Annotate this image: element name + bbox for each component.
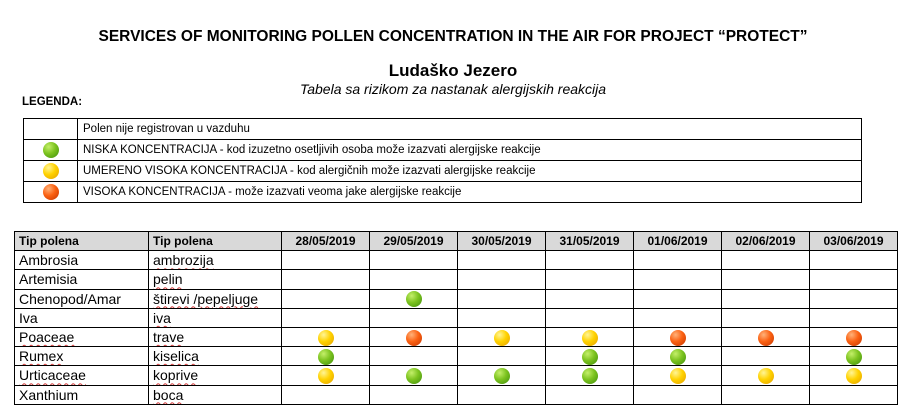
concentration-cell (370, 308, 458, 327)
table-row (15, 327, 898, 346)
header-date: 29/05/2019 (370, 232, 458, 251)
legend-table (23, 118, 862, 203)
pollen-latin-name: Poaceae (15, 327, 149, 346)
pollen-local-name: štirevi /pepeljuge (149, 289, 282, 308)
concentration-cell (722, 270, 810, 289)
yellow-dot-icon (758, 368, 774, 384)
pollen-local-name: koprive (149, 366, 282, 385)
header-latin-name: Tip polena (15, 232, 149, 251)
orange-dot-icon (406, 330, 422, 346)
concentration-cell (634, 308, 722, 327)
concentration-cell (810, 270, 898, 289)
legend-label: LEGENDA: (22, 96, 83, 108)
concentration-cell (546, 347, 634, 366)
concentration-cell (458, 289, 546, 308)
concentration-cell (634, 270, 722, 289)
pollen-latin-name: Ambrosia (15, 251, 149, 270)
concentration-cell (370, 366, 458, 385)
concentration-cell (634, 327, 722, 346)
concentration-cell (634, 385, 722, 404)
table-row (15, 270, 898, 289)
pollen-latin-name: Rumex (15, 347, 149, 366)
concentration-cell (546, 270, 634, 289)
orange-dot-icon (846, 330, 862, 346)
green-dot-icon (582, 349, 598, 365)
orange-dot-icon (758, 330, 774, 346)
concentration-cell (810, 347, 898, 366)
green-dot-icon (494, 368, 510, 384)
green-dot-icon (582, 368, 598, 384)
legend-text: NISKA KONCENTRACIJA - kod izuzetno osetljivih osoba može izazvati alergijske reakcije (78, 140, 862, 161)
concentration-cell (370, 347, 458, 366)
yellow-dot-icon (43, 163, 59, 179)
concentration-cell (282, 385, 370, 404)
concentration-cell (546, 251, 634, 270)
concentration-cell (370, 327, 458, 346)
location-title: Ludaško Jezero (388, 61, 518, 80)
pollen-table-header (15, 232, 898, 251)
legend-indicator-none (24, 119, 78, 140)
pollen-local-name: boca (149, 385, 282, 404)
green-dot-icon (670, 349, 686, 365)
table-caption: Tabela sa rizikom za nastanak alergijskih reakcija (299, 81, 607, 97)
pollen-table (14, 231, 898, 405)
concentration-cell (370, 270, 458, 289)
concentration-cell (546, 385, 634, 404)
concentration-cell (282, 347, 370, 366)
concentration-cell (722, 327, 810, 346)
pollen-local-name: kiselica (149, 347, 282, 366)
concentration-cell (458, 347, 546, 366)
header-date: 30/05/2019 (458, 232, 546, 251)
table-row (15, 308, 898, 327)
green-dot-icon (318, 349, 334, 365)
concentration-cell (722, 347, 810, 366)
header-date: 02/06/2019 (722, 232, 810, 251)
orange-dot-icon (43, 184, 59, 200)
concentration-cell (634, 366, 722, 385)
concentration-cell (282, 308, 370, 327)
legend-row (24, 182, 862, 203)
yellow-dot-icon (318, 368, 334, 384)
concentration-cell (458, 270, 546, 289)
concentration-cell (722, 289, 810, 308)
concentration-cell (370, 251, 458, 270)
concentration-cell (370, 289, 458, 308)
pollen-latin-name: Urticaceae (15, 366, 149, 385)
yellow-dot-icon (582, 330, 598, 346)
header-date: 03/06/2019 (810, 232, 898, 251)
header-date: 28/05/2019 (282, 232, 370, 251)
concentration-cell (458, 308, 546, 327)
concentration-cell (458, 385, 546, 404)
concentration-cell (722, 366, 810, 385)
header-date: 31/05/2019 (546, 232, 634, 251)
concentration-cell (722, 385, 810, 404)
legend-row (24, 119, 862, 140)
pollen-latin-name: Xanthium (15, 385, 149, 404)
pollen-local-name: ambrozija (149, 251, 282, 270)
pollen-latin-name: Artemisia (15, 270, 149, 289)
concentration-cell (458, 327, 546, 346)
green-dot-icon (406, 368, 422, 384)
header-local-name: Tip polena (149, 232, 282, 251)
document-title: SERVICES OF MONITORING POLLEN CONCENTRATION IN THE AIR FOR PROJECT “PROTECT” (98, 28, 808, 45)
pollen-latin-name: Chenopod/Amar (15, 289, 149, 308)
yellow-dot-icon (318, 330, 334, 346)
legend-row (24, 161, 862, 182)
concentration-cell (810, 308, 898, 327)
pollen-local-name: trave (149, 327, 282, 346)
concentration-cell (722, 308, 810, 327)
concentration-cell (810, 251, 898, 270)
legend-text: VISOKA KONCENTRACIJA - može izazvati veoma jake alergijske reakcije (78, 182, 862, 203)
concentration-cell (810, 289, 898, 308)
concentration-cell (546, 366, 634, 385)
pollen-local-name: iva (149, 308, 282, 327)
legend-row (24, 140, 862, 161)
concentration-cell (282, 327, 370, 346)
concentration-cell (810, 366, 898, 385)
yellow-dot-icon (494, 330, 510, 346)
concentration-cell (458, 251, 546, 270)
concentration-cell (546, 308, 634, 327)
yellow-dot-icon (846, 368, 862, 384)
green-dot-icon (43, 142, 59, 158)
pollen-local-name: pelin (149, 270, 282, 289)
header-date: 01/06/2019 (634, 232, 722, 251)
concentration-cell (282, 251, 370, 270)
table-row (15, 289, 898, 308)
yellow-dot-icon (670, 368, 686, 384)
table-row (15, 251, 898, 270)
concentration-cell (370, 385, 458, 404)
table-row (15, 385, 898, 404)
concentration-cell (634, 347, 722, 366)
concentration-cell (722, 251, 810, 270)
concentration-cell (282, 270, 370, 289)
green-dot-icon (846, 349, 862, 365)
concentration-cell (282, 366, 370, 385)
concentration-cell (282, 289, 370, 308)
legend-text: UMERENO VISOKA KONCENTRACIJA - kod alergičnih može izazvati alergijske reakcije (78, 161, 862, 182)
green-dot-icon (406, 291, 422, 307)
concentration-cell (810, 385, 898, 404)
concentration-cell (634, 289, 722, 308)
concentration-cell (458, 366, 546, 385)
pollen-latin-name: Iva (15, 308, 149, 327)
orange-dot-icon (670, 330, 686, 346)
concentration-cell (546, 327, 634, 346)
legend-text: Polen nije registrovan u vazduhu (78, 119, 862, 140)
concentration-cell (634, 251, 722, 270)
table-row (15, 366, 898, 385)
concentration-cell (810, 327, 898, 346)
table-row (15, 347, 898, 366)
concentration-cell (546, 289, 634, 308)
